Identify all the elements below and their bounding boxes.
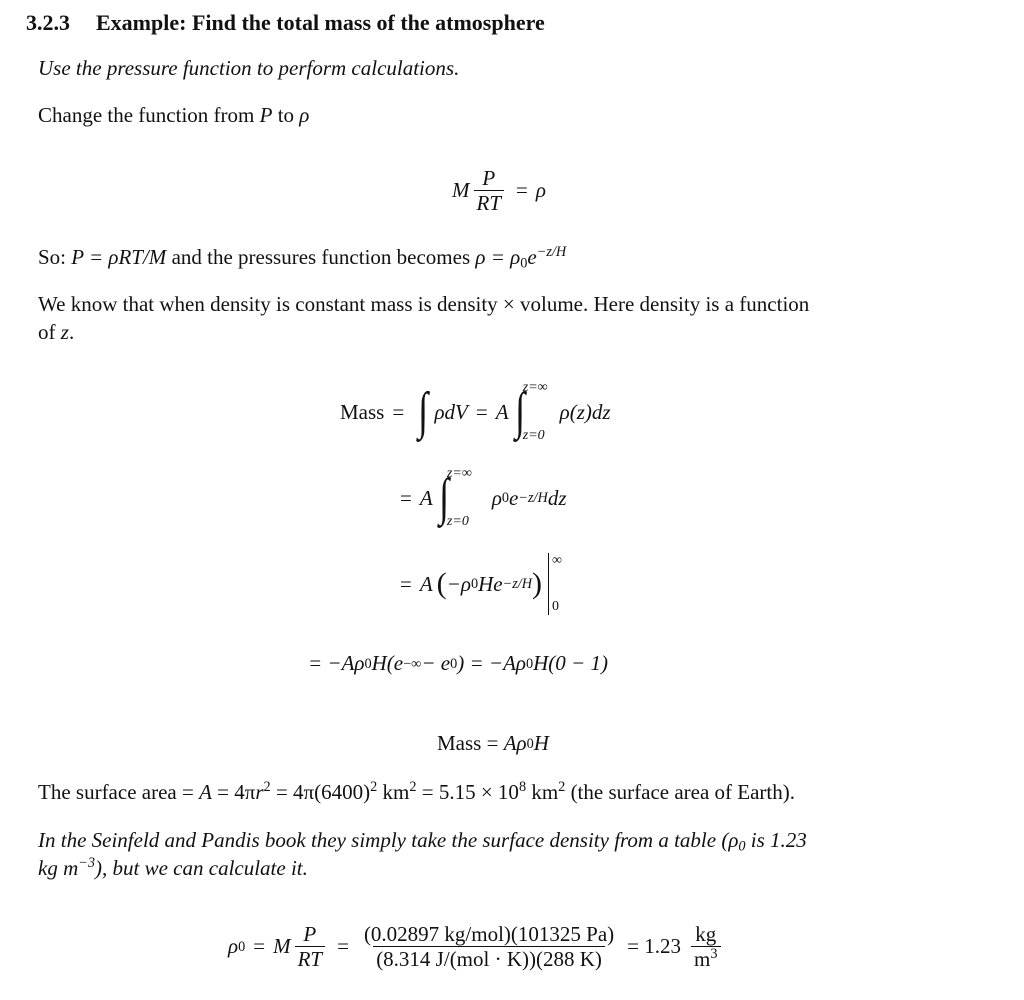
of-text: of <box>38 320 61 344</box>
note-a: In the Seinfeld and Pandis book they simply take the surface density from a table (ρ <box>38 828 739 852</box>
equals: = <box>253 934 266 959</box>
integrand-rho-z: ρ(z)dz <box>559 399 611 424</box>
he: He <box>478 571 503 596</box>
so-middle: and the pressures function becomes <box>166 245 476 269</box>
equals: = <box>400 571 412 596</box>
intro-text: Use the pressure function to perform calculations. <box>38 56 460 80</box>
note-exp: −3 <box>78 855 96 872</box>
so-e: e <box>527 245 537 269</box>
integrand-rho-dv: ρdV <box>434 399 468 424</box>
sa-suffix: (the surface area of Earth). <box>565 780 795 804</box>
unit-exp: 3 <box>710 946 718 963</box>
note-d: ), but we can calculate it. <box>95 856 308 880</box>
so-line <box>38 245 566 270</box>
h: H <box>533 731 549 755</box>
section-heading <box>26 10 545 36</box>
rho: ρ <box>491 485 502 510</box>
lower-limit: z=0 <box>522 428 545 443</box>
definite-integral: ∫ z=∞ z=0 <box>514 380 548 443</box>
surface-density-equation: ρ 0 = M $\frac{P}{RT}$ = $\frac{\text{(0.02897 kg/mol)(101325 Pa)}}{\text{(8.314 J/(mol · K))(288 K)}}$ = 1.23 $\frac{kg}{m^3}$ <box>228 922 725 971</box>
eq1-rho: ρ <box>535 178 546 203</box>
e: e <box>509 485 519 510</box>
sa-prefix: The surface area = <box>38 780 200 804</box>
step4-part1: = −Aρ <box>308 651 365 675</box>
equation-density-from-pressure <box>452 166 546 215</box>
integral-sign: ∫ <box>418 383 429 440</box>
step4-part5: H(0 − 1) <box>533 651 608 675</box>
sa-eq3: = 5.15 × 10 <box>416 780 519 804</box>
surface-area-line <box>38 780 795 805</box>
eq1-m: M <box>452 178 470 203</box>
evaluation-bar <box>548 553 562 615</box>
numerator-p: P <box>303 922 317 946</box>
equals: = <box>475 399 488 424</box>
upper-limit: ∞ <box>552 553 563 568</box>
so-prefix: So: <box>38 245 72 269</box>
upper-limit: z=∞ <box>522 380 548 395</box>
step4-part3: − e <box>421 651 451 675</box>
eq1-equals: = <box>516 178 528 203</box>
sa-a: A <box>199 780 212 804</box>
note-b: is 1.23 <box>745 828 807 852</box>
eq1-denominator: RT <box>474 190 505 215</box>
step4-equation: = −Aρ 0 H(e −∞ − e 0 ) = −Aρ 0 H(0 − 1) <box>308 651 608 675</box>
p-over-rt-fraction <box>295 922 326 971</box>
denominator-rt: RT <box>295 946 326 971</box>
var-z: z <box>60 320 69 344</box>
step4-part2: H(e <box>371 651 404 675</box>
eq1-numerator: P <box>482 166 496 190</box>
area-a: A <box>495 399 509 424</box>
rho: ρ <box>228 934 239 959</box>
unit-fraction <box>691 922 720 971</box>
seinfeld-note-line1 <box>38 828 807 853</box>
sa-sq4: 2 <box>558 779 566 796</box>
so-expr1: P = ρRT/M <box>71 245 167 269</box>
area-a: A <box>419 571 433 596</box>
period: . <box>68 320 75 344</box>
dz: dz <box>547 485 567 510</box>
mass-label: Mass <box>437 731 482 755</box>
numeric-denominator: (8.314 J/(mol · K))(288 K) <box>373 946 605 971</box>
numeric-numerator: (0.02897 kg/mol)(101325 Pa) <box>363 922 615 946</box>
step3-equation: = A ( −ρ 0 He −z/H ) ∞ 0 <box>400 553 563 614</box>
a-rho: Aρ <box>503 731 527 755</box>
unit-m: m <box>694 947 711 972</box>
density-paragraph-line2 <box>38 320 74 345</box>
var-rho: ρ <box>299 103 310 127</box>
sa-eq2: = 4π(6400) <box>270 780 371 804</box>
note-sub: 0 <box>738 838 746 855</box>
molar-mass-m: M <box>273 934 291 959</box>
density-paragraph-line1: We know that when density is constant mass is density × volume. Here density is a function <box>38 292 810 316</box>
equals: = <box>481 731 504 755</box>
neg-rho: −ρ <box>446 571 471 596</box>
sa-eq1: = 4π <box>211 780 256 804</box>
seinfeld-note-line2 <box>38 856 308 881</box>
definite-integral: ∫ z=∞ z=0 <box>438 466 472 529</box>
equals: = <box>337 934 349 959</box>
to-text: to <box>272 103 300 127</box>
so-sub: 0 <box>520 255 528 272</box>
var-p: P <box>259 103 273 127</box>
change-text: Change the function from <box>38 103 260 127</box>
sa-r: r <box>255 780 264 804</box>
section-number: 3.2.3 <box>26 10 70 35</box>
result-value: = 1.23 <box>627 934 682 959</box>
unit-kg: kg <box>695 922 717 946</box>
sa-km2: km <box>526 780 559 804</box>
sa-exp8: 8 <box>518 779 527 796</box>
change-function-line <box>38 103 309 128</box>
mass-label: Mass <box>340 399 385 424</box>
numeric-fraction <box>361 922 617 971</box>
so-exp: −z/H <box>536 244 567 261</box>
lower-limit: 0 <box>552 599 560 614</box>
sa-sq3: 2 <box>409 779 417 796</box>
sa-km: km <box>377 780 410 804</box>
upper-limit: z=∞ <box>446 466 472 481</box>
section-title: Example: Find the total mass of the atmosphere <box>96 10 545 35</box>
sa-sq2: 2 <box>370 779 378 796</box>
equals: = <box>392 399 405 424</box>
lower-limit: z=0 <box>446 514 469 529</box>
note-c: kg m <box>38 856 79 880</box>
eq1-fraction <box>474 166 505 215</box>
so-expr2: ρ = ρ <box>475 245 521 269</box>
step4-part4: ) = −Aρ <box>457 651 526 675</box>
mass-result-equation: Mass = Aρ 0 H <box>437 731 549 755</box>
sa-sq: 2 <box>263 779 271 796</box>
step2-equation: = A ∫ z=∞ z=0 ρ 0 e −z/H dz <box>400 466 567 529</box>
equals: = <box>400 485 412 510</box>
mass-integral-equation <box>340 380 611 444</box>
area-a: A <box>419 485 433 510</box>
